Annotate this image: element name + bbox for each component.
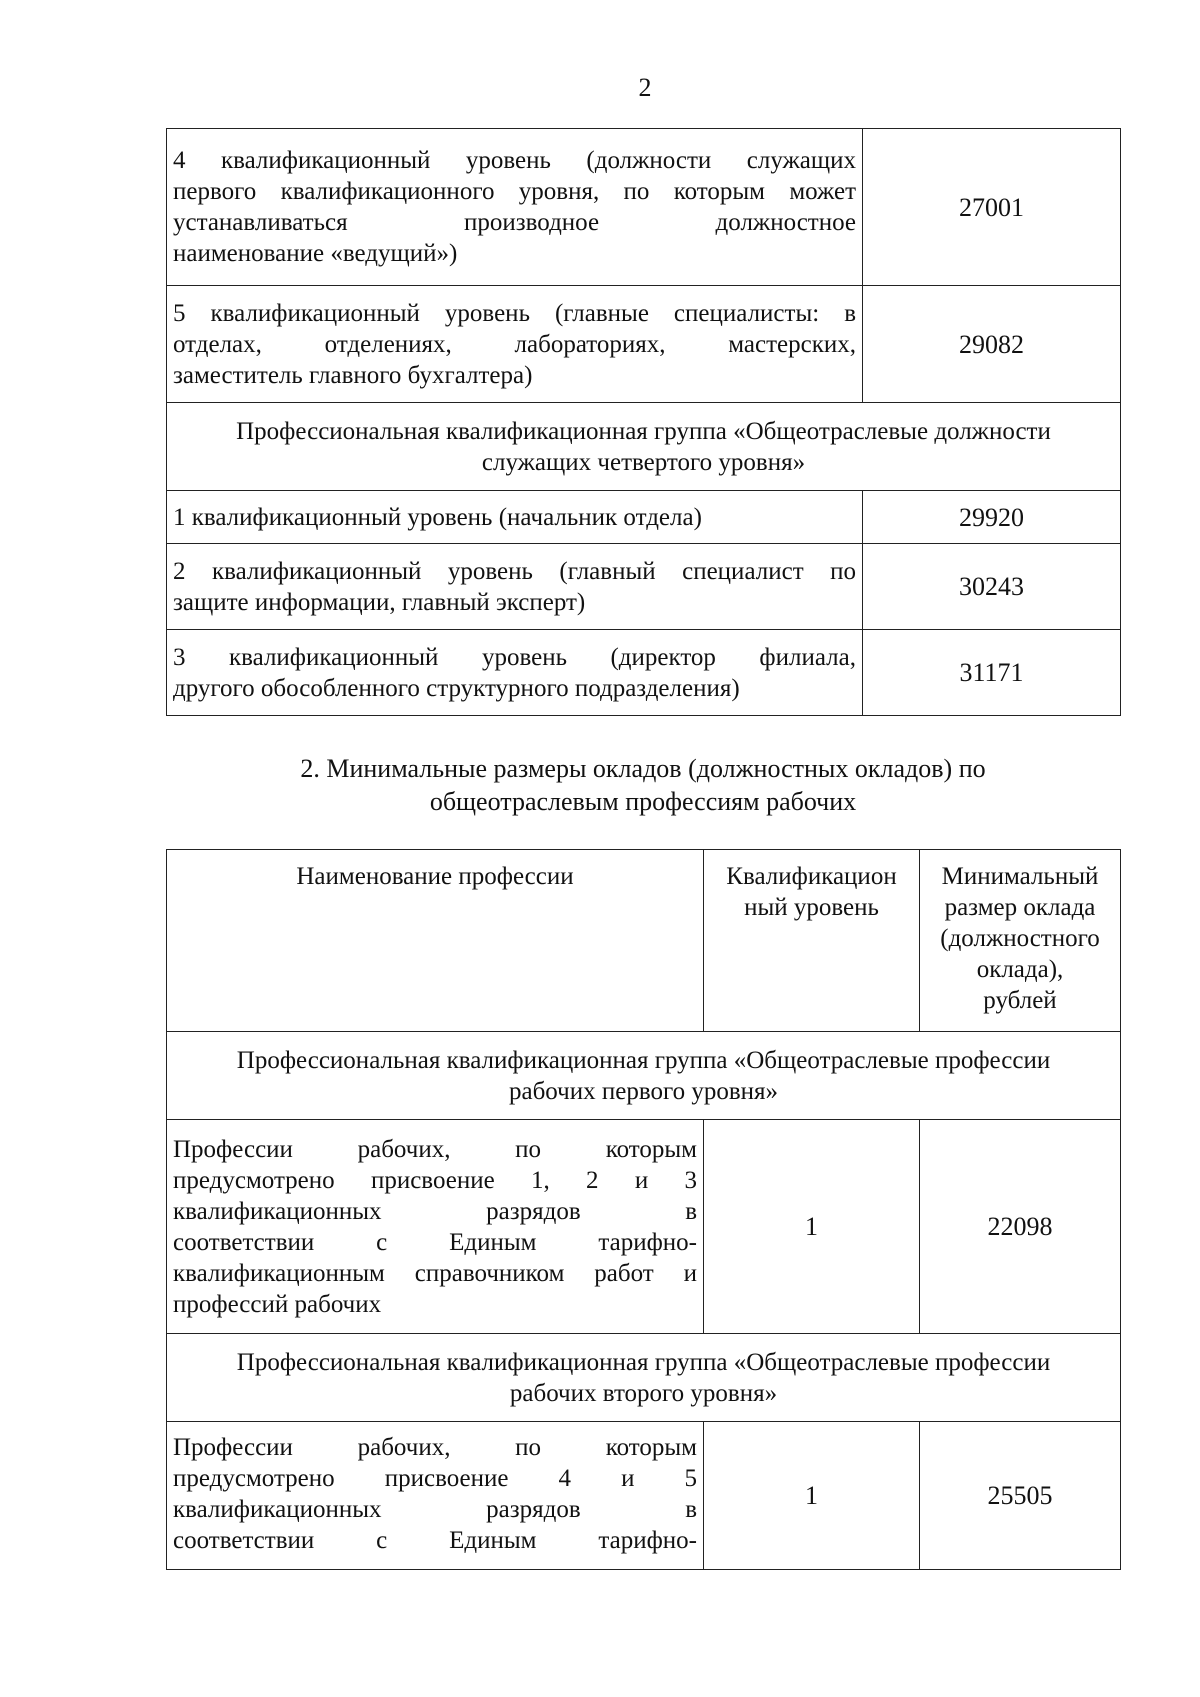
table-header-row: [167, 850, 1121, 1032]
table-row: [167, 491, 1121, 544]
header-level: Квалификацион ный уровень: [704, 850, 920, 1032]
page-number: 2: [638, 73, 652, 102]
header-profession: Наименование профессии: [167, 850, 704, 1032]
salary-value: 22098: [920, 1120, 1121, 1334]
level-description: 1 квалификационный уровень (начальник отдела): [167, 491, 863, 544]
profession-description: Профессии рабочих, по которым предусмотрено присвоение 4 и 5 квалификационных разрядов в соответствии с Единым тарифно-: [167, 1422, 704, 1570]
level-description: 4 квалификационный уровень (должности служащих первого квалификационного уровня, по которым может устанавливаться производное должностное наименование «ведущий»): [167, 129, 863, 286]
group-header-row: [167, 1334, 1121, 1422]
salary-value: 30243: [863, 544, 1121, 630]
level-description: 5 квалификационный уровень (главные специалисты: в отделах, отделениях, лабораториях, мастерских, заместитель главного бухгалтера): [167, 286, 863, 403]
group-title: Профессиональная квалификационная группа «Общеотраслевые профессии рабочих второго уровня»: [167, 1334, 1121, 1422]
salary-value: 27001: [863, 129, 1121, 286]
group-header-row: [167, 1032, 1121, 1120]
salary-value: 29920: [863, 491, 1121, 544]
table-row: [167, 129, 1121, 286]
section-title: 2. Минимальные размеры окладов (должностных окладов) по общеотраслевым профессиям рабочих: [300, 754, 986, 816]
table-row: [167, 544, 1121, 630]
group-title: Профессиональная квалификационная группа «Общеотраслевые должности служащих четвертого уровня»: [167, 403, 1121, 491]
level-description: 2 квалификационный уровень (главный специалист по защите информации, главный эксперт): [167, 544, 863, 630]
qualification-level: 1: [704, 1422, 920, 1570]
salary-value: 29082: [863, 286, 1121, 403]
table-row: [167, 630, 1121, 716]
group-title: Профессиональная квалификационная группа «Общеотраслевые профессии рабочих первого уровня»: [167, 1032, 1121, 1120]
table-row: [167, 1120, 1121, 1334]
salary-value: 31171: [863, 630, 1121, 716]
qualification-level: 1: [704, 1120, 920, 1334]
level-description: 3 квалификационный уровень (директор филиала, другого обособленного структурного подразделения): [167, 630, 863, 716]
profession-description: Профессии рабочих, по которым предусмотрено присвоение 1, 2 и 3 квалификационных разрядов в соответствии с Единым тарифно- квалификационным справочником работ и профессий рабочих: [167, 1120, 704, 1334]
table-row: [167, 1422, 1121, 1570]
header-salary: Минимальный размер оклада (должностного оклада), рублей: [920, 850, 1121, 1032]
salary-value: 25505: [920, 1422, 1121, 1570]
group-header-row: [167, 403, 1121, 491]
salary-table-employees: [166, 128, 1121, 716]
salary-table-workers: [166, 849, 1121, 1570]
table-row: [167, 286, 1121, 403]
